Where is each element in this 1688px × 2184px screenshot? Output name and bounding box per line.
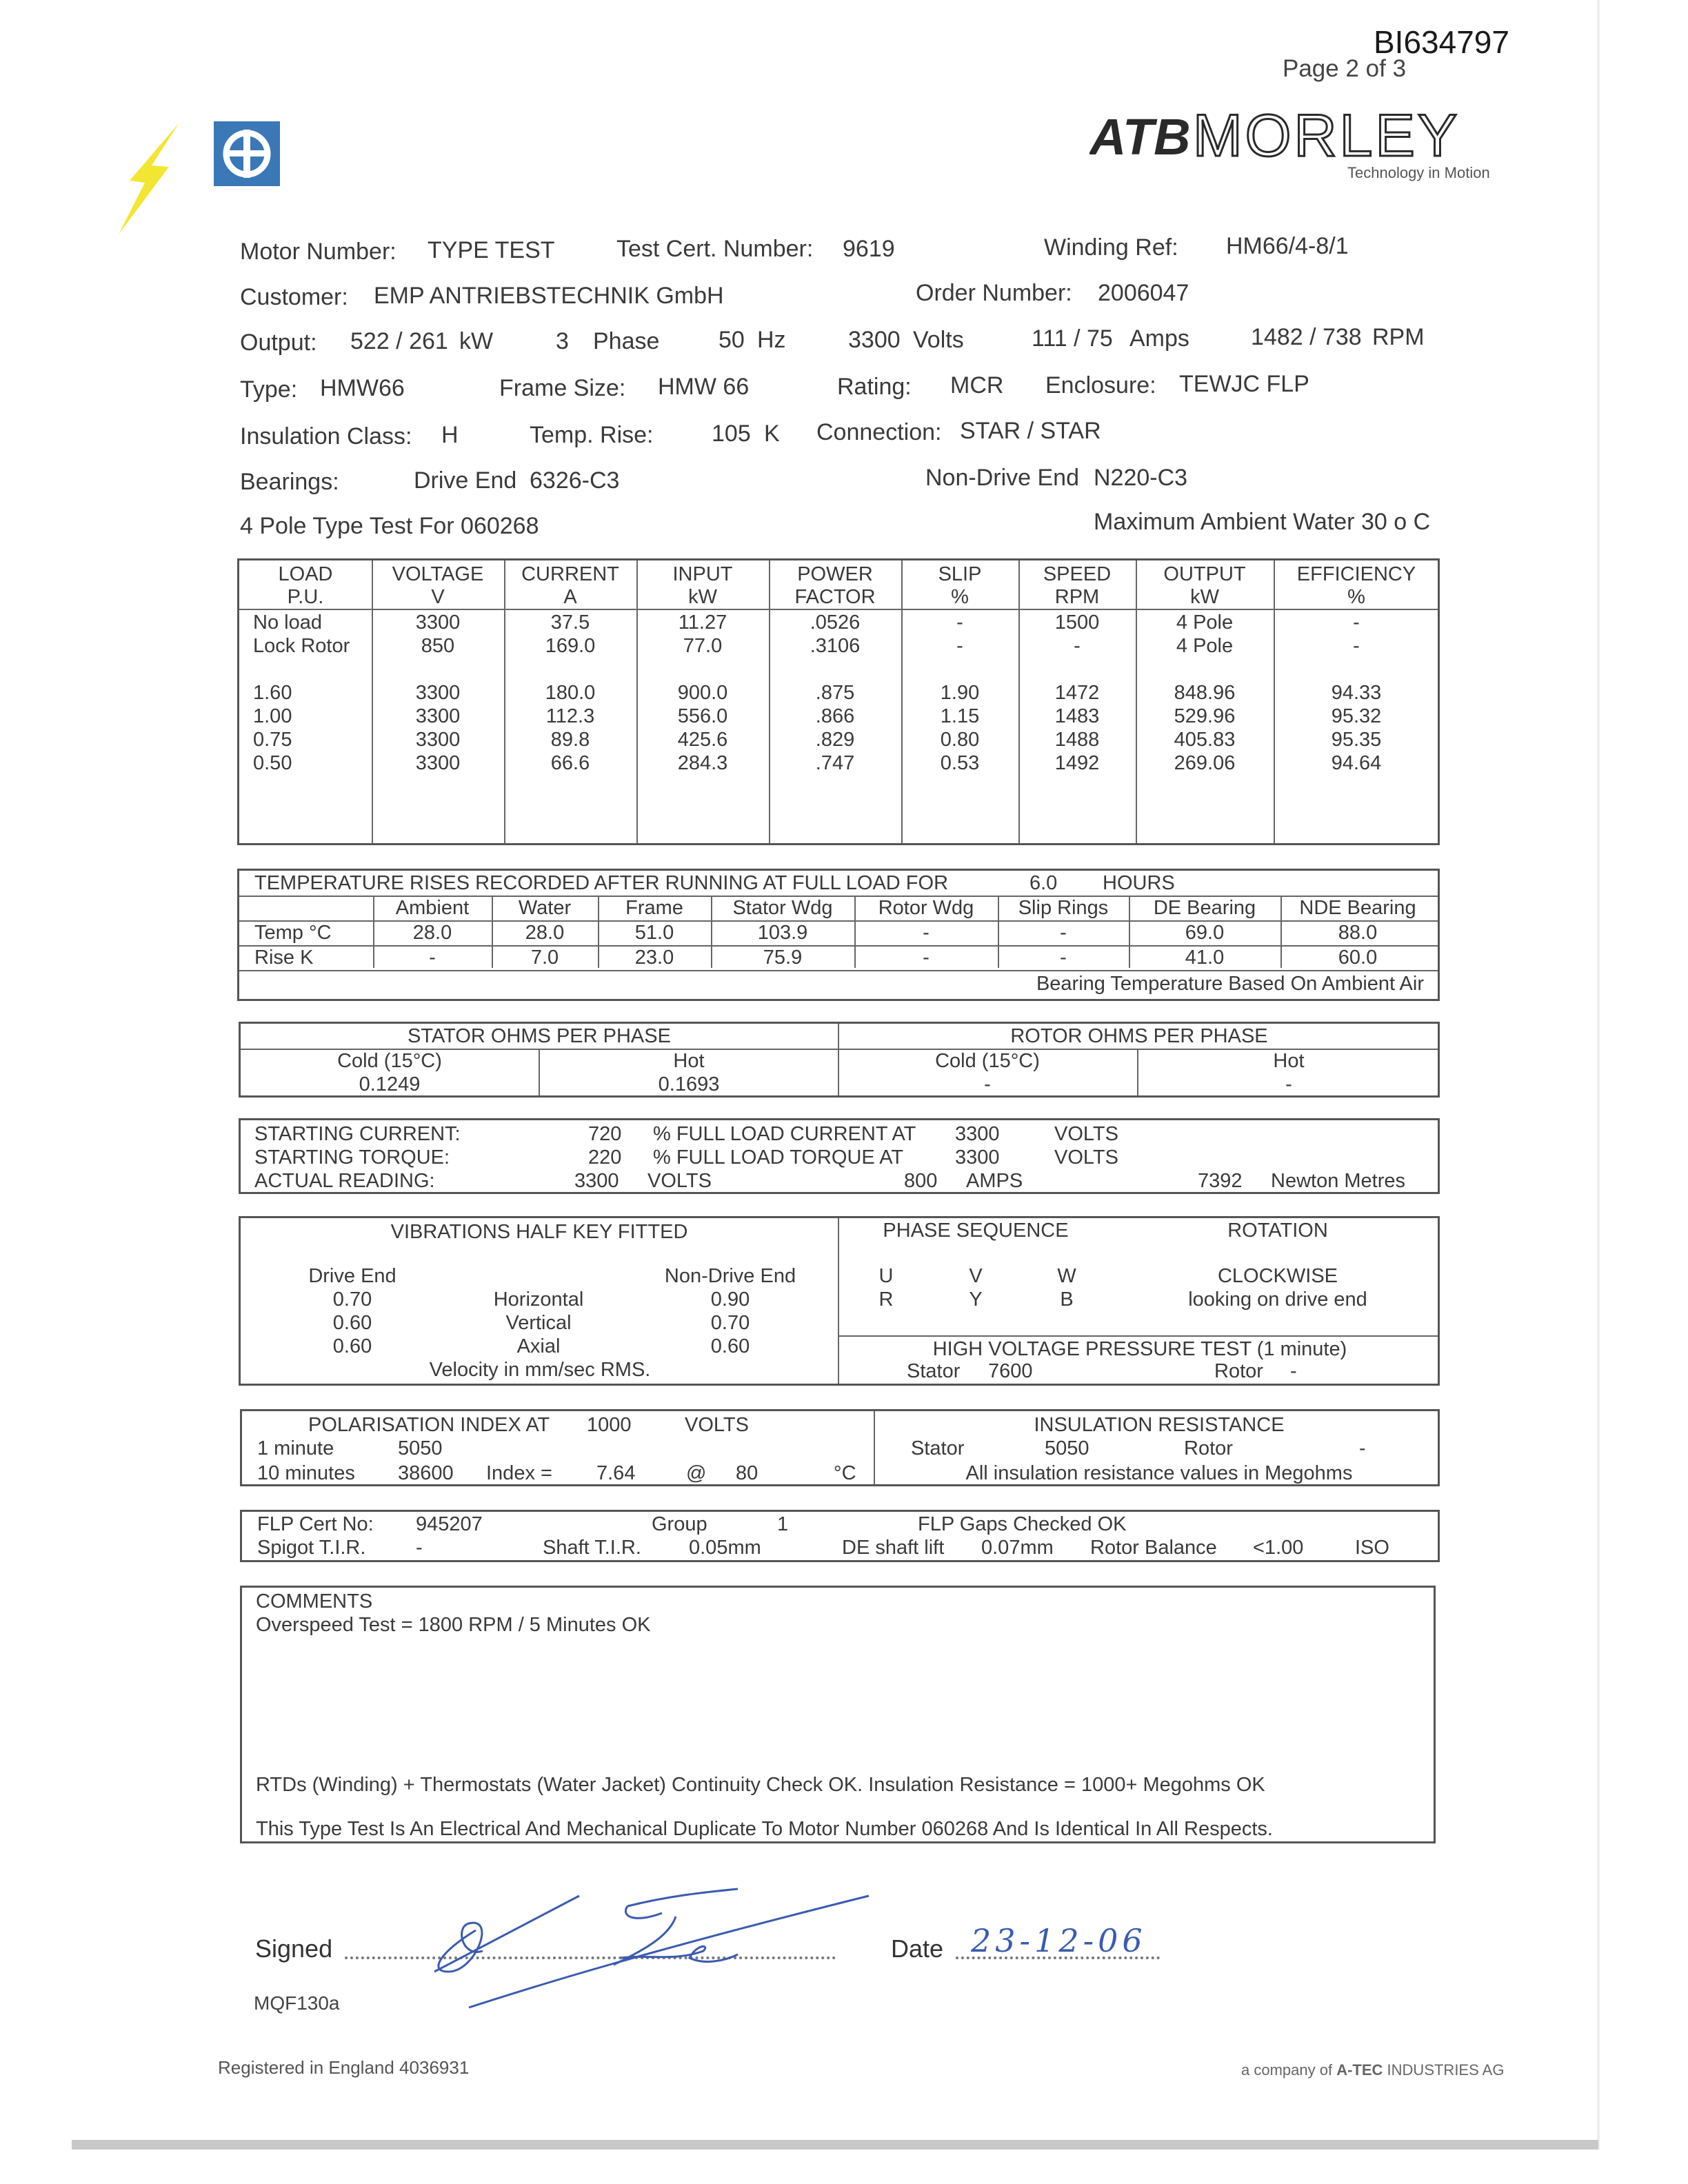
table-cell: 51.0 — [634, 922, 674, 944]
starting-torque-value: 220 — [588, 1146, 622, 1169]
insulation-resistance-title: INSULATION RESISTANCE — [1034, 1414, 1285, 1436]
table-cell: .866 — [815, 705, 855, 727]
starting-torque-text: % FULL LOAD TORQUE AT — [653, 1146, 904, 1169]
page-indicator: Page 2 of 3 — [1283, 55, 1407, 82]
comments-box — [240, 1586, 1436, 1843]
table-cell: 0.80 — [940, 729, 980, 751]
header-slip: SLIP % — [938, 563, 982, 608]
header-load: LOAD P.U. — [278, 563, 333, 608]
phase-letter: R — [878, 1288, 894, 1311]
de-shaft-lift-label: DE shaft lift — [842, 1537, 945, 1559]
vibration-nde-value: 0.70 — [710, 1312, 750, 1334]
order-number-label: Order Number: — [916, 280, 1072, 306]
col-header: Frame — [625, 897, 683, 919]
pole-note: 4 Pole Type Test For 060268 — [240, 513, 539, 539]
table-cell: 66.6 — [550, 752, 590, 774]
table-cell: 1.15 — [940, 705, 980, 727]
company-note — [1241, 2061, 1504, 2079]
col-divider — [838, 1218, 839, 1384]
table-cell: 4 Pole — [1176, 635, 1234, 657]
temperature-hours: 6.0 — [1029, 872, 1058, 894]
col-divider — [373, 896, 374, 968]
flp-box — [240, 1510, 1440, 1562]
spigot-label: Spigot T.I.R. — [257, 1537, 366, 1559]
frame-size-label: Frame Size: — [499, 375, 626, 401]
starting-current-text: % FULL LOAD CURRENT AT — [653, 1123, 916, 1145]
header-current: CURRENT A — [521, 563, 619, 608]
paper-edge — [1597, 0, 1600, 2150]
load-table-header-rule — [239, 609, 1438, 610]
table-cell: 284.3 — [677, 752, 728, 774]
company-suffix: INDUSTRIES AG — [1387, 2061, 1505, 2079]
output-kw-unit: kW — [459, 328, 494, 354]
col-divider — [854, 896, 856, 968]
temp-rise-label: Temp. Rise: — [530, 422, 654, 448]
lightning-icon — [110, 117, 186, 241]
table-cell: - — [956, 635, 963, 657]
ohms-table — [239, 1022, 1440, 1098]
table-cell: - — [956, 611, 963, 634]
temp-rise-unit: K — [764, 421, 780, 447]
col-header: DE Bearing — [1153, 897, 1256, 919]
col-divider — [838, 1024, 839, 1095]
table-cell: 3300 — [415, 611, 461, 634]
col-divider — [769, 560, 770, 843]
table-cell: 900.0 — [677, 682, 728, 704]
actual-volts: 3300 — [574, 1170, 619, 1192]
vibration-title: VIBRATIONS HALF KEY FITTED — [390, 1221, 688, 1243]
starting-current-volts: 3300 — [955, 1123, 1000, 1145]
spigot-value: - — [416, 1537, 423, 1559]
phase-letter: V — [969, 1265, 983, 1287]
ir-rotor-label: Rotor — [1184, 1437, 1233, 1459]
paper-bottom-shadow — [72, 2140, 1598, 2150]
hv-stator-value: 7600 — [988, 1360, 1033, 1382]
insulation-value: H — [441, 422, 459, 448]
table-cell: 556.0 — [677, 705, 728, 727]
company-brand: A-TEC — [1336, 2061, 1383, 2079]
drive-end-label: Drive End — [414, 467, 517, 494]
hz-value: 50 — [719, 327, 745, 353]
starting-box — [239, 1118, 1440, 1194]
table-cell: - — [1074, 635, 1081, 657]
amps-value: 111 / 75 — [1032, 325, 1113, 352]
index-label: Index = — [486, 1462, 552, 1484]
rating-value: MCR — [950, 372, 1004, 398]
table-cell: 112.3 — [545, 705, 595, 727]
table-cell: - — [1353, 635, 1360, 657]
rating-label: Rating: — [837, 374, 912, 400]
table-cell: 1488 — [1054, 729, 1100, 751]
date-value: 23-12-06 — [971, 1922, 1147, 1959]
table-cell: 95.32 — [1331, 705, 1382, 727]
rotor-ohms-title: ROTOR OHMS PER PHASE — [1010, 1025, 1268, 1047]
hv-test-title: HIGH VOLTAGE PRESSURE TEST (1 minute) — [932, 1338, 1347, 1360]
table-cell: 77.0 — [683, 635, 723, 657]
vibration-de-value: 0.70 — [332, 1288, 372, 1311]
header-voltage: VOLTAGE V — [392, 563, 484, 608]
table-cell: .829 — [815, 729, 855, 751]
vibration-axis: Axial — [516, 1335, 561, 1357]
row-rule — [838, 1335, 1438, 1337]
volts-label: VOLTS — [1054, 1146, 1118, 1169]
amps-label: AMPS — [966, 1170, 1023, 1192]
header-power-factor: POWER FACTOR — [794, 563, 876, 608]
table-cell: 3300 — [415, 729, 461, 751]
drive-end-heading: Drive End — [308, 1265, 396, 1287]
table-cell: - — [1353, 611, 1360, 634]
phase-letter: U — [878, 1265, 894, 1287]
svg-text:ATB: ATB — [1089, 108, 1191, 165]
one-minute-label: 1 minute — [257, 1437, 334, 1459]
test-cert-value: 9619 — [843, 236, 895, 262]
table-cell: - — [923, 922, 930, 944]
vibration-de-value: 0.60 — [332, 1335, 372, 1357]
table-cell: 37.5 — [550, 611, 590, 634]
table-cell: 1500 — [1054, 611, 1100, 634]
comment-line: RTDs (Winding) + Thermostats (Water Jacket) Continuity Check OK. Insulation Resistance = 1000+ Megohms OK — [256, 1774, 1265, 1796]
table-cell: 89.8 — [550, 729, 590, 751]
rotor-cold-value: - — [984, 1073, 991, 1095]
enclosure-label: Enclosure: — [1045, 372, 1156, 398]
table-cell: 7.0 — [530, 947, 559, 969]
table-cell: 0.50 — [253, 752, 292, 774]
col-divider — [1136, 560, 1137, 843]
comment-line: Overspeed Test = 1800 RPM / 5 Minutes OK — [256, 1614, 651, 1636]
iso-label: ISO — [1355, 1537, 1389, 1559]
table-cell: 94.64 — [1331, 752, 1382, 774]
table-cell: 529.96 — [1174, 705, 1236, 727]
rotor-cold-label: Cold (15°C) — [935, 1050, 1040, 1072]
table-cell: 28.0 — [412, 922, 452, 944]
brand-tagline: Technology in Motion — [1347, 164, 1490, 181]
header-speed: SPEED RPM — [1043, 563, 1112, 608]
rotation-direction: CLOCKWISE — [1217, 1265, 1338, 1287]
flp-cert-label: FLP Cert No: — [257, 1513, 374, 1535]
vibration-nde-value: 0.60 — [710, 1335, 750, 1357]
col-divider — [1274, 560, 1275, 843]
table-cell: 848.96 — [1174, 682, 1236, 704]
ir-note: All insulation resistance values in Megohms — [965, 1462, 1353, 1484]
connection-value: STAR / STAR — [960, 418, 1101, 444]
signed-label: Signed — [255, 1934, 333, 1963]
group-value: 1 — [777, 1513, 789, 1535]
table-cell: .875 — [815, 682, 855, 704]
table-cell: 95.35 — [1331, 729, 1382, 751]
brand-logo — [1089, 105, 1496, 170]
hv-rotor-value: - — [1290, 1360, 1297, 1382]
shaft-tir-label: Shaft T.I.R. — [543, 1537, 641, 1559]
table-cell: .0526 — [810, 611, 861, 634]
stator-cold-label: Cold (15°C) — [337, 1050, 442, 1072]
actual-reading-label: ACTUAL READING: — [254, 1170, 435, 1192]
document-id: BI634797 — [1374, 24, 1509, 60]
stator-hot-value: 0.1693 — [658, 1073, 720, 1095]
type-value: HMW66 — [320, 375, 405, 401]
winding-ref-label: Winding Ref: — [1044, 234, 1178, 261]
rpm-unit: RPM — [1372, 324, 1425, 350]
degree-label: °C — [834, 1462, 856, 1484]
phase-value: 3 — [556, 328, 569, 354]
date-label: Date — [891, 1934, 944, 1963]
col-divider — [874, 1411, 875, 1484]
hv-stator-label: Stator — [907, 1360, 961, 1382]
ten-minutes-label: 10 minutes — [257, 1462, 355, 1484]
table-cell: 3300 — [415, 705, 461, 727]
customer-label: Customer: — [240, 284, 348, 310]
frame-size-value: HMW 66 — [658, 374, 750, 400]
col-header: Water — [518, 897, 572, 919]
rotor-balance-label: Rotor Balance — [1090, 1537, 1217, 1559]
motor-number-value: TYPE TEST — [428, 237, 555, 263]
actual-volts-label: VOLTS — [647, 1170, 712, 1192]
temp-row-label: Temp °C — [254, 922, 332, 944]
polarisation-volts-label: VOLTS — [685, 1414, 749, 1436]
vibration-box — [239, 1216, 1440, 1386]
starting-current-value: 720 — [588, 1123, 622, 1145]
col-divider — [998, 896, 999, 968]
temperature-table — [237, 869, 1440, 1001]
customer-value: EMP ANTRIEBSTECHNIK GmbH — [374, 283, 724, 309]
ir-stator-value: 5050 — [1045, 1437, 1089, 1459]
test-cert-label: Test Cert. Number: — [616, 236, 814, 262]
polarisation-volts: 1000 — [587, 1414, 632, 1436]
volts-value: 3300 — [848, 327, 901, 353]
vibration-axis: Vertical — [505, 1312, 572, 1334]
form-code: MQF130a — [254, 1992, 340, 2014]
table-cell: - — [923, 947, 930, 969]
comment-line: This Type Test Is An Electrical And Mechanical Duplicate To Motor Number 060268 And Is Identical In All Respects. — [256, 1818, 1273, 1840]
col-divider — [598, 896, 599, 968]
drive-end-value: 6326-C3 — [530, 467, 620, 494]
col-divider — [1018, 560, 1020, 843]
newton-metres-label: Newton Metres — [1271, 1170, 1406, 1192]
table-cell: 69.0 — [1185, 922, 1225, 944]
actual-amps: 800 — [904, 1170, 938, 1192]
insulation-label: Insulation Class: — [240, 423, 412, 449]
table-cell: 3300 — [415, 682, 461, 704]
rotor-hot-value: - — [1285, 1073, 1292, 1095]
ir-stator-label: Stator — [911, 1437, 965, 1459]
ten-minutes-value: 38600 — [398, 1462, 454, 1484]
rise-row-label: Rise K — [254, 947, 314, 969]
phase-letter: B — [1060, 1288, 1074, 1311]
load-table — [237, 558, 1440, 845]
phase-letter: W — [1057, 1265, 1076, 1287]
table-cell: No load — [253, 611, 322, 634]
vibration-nde-value: 0.90 — [710, 1288, 750, 1311]
group-label: Group — [652, 1513, 707, 1535]
table-cell: 41.0 — [1185, 947, 1225, 969]
stator-hot-label: Hot — [673, 1050, 705, 1072]
ambient-note: Maximum Ambient Water 30 o C — [1094, 509, 1431, 535]
company-prefix: a company of — [1241, 2061, 1333, 2079]
col-divider — [636, 560, 638, 843]
table-cell: 11.27 — [678, 611, 727, 634]
table-cell: 850 — [421, 635, 455, 657]
polarisation-title: POLARISATION INDEX AT — [308, 1414, 550, 1436]
col-divider — [504, 560, 505, 843]
col-divider — [372, 560, 373, 843]
hv-rotor-label: Rotor — [1214, 1360, 1263, 1382]
company-seal-icon — [214, 121, 280, 186]
col-divider — [1129, 896, 1130, 968]
phase-unit: Phase — [593, 328, 660, 354]
temp-rise-value: 105 — [712, 421, 751, 447]
table-cell: 405.83 — [1174, 729, 1236, 751]
table-cell: 269.06 — [1174, 752, 1236, 774]
col-divider — [1280, 896, 1282, 968]
temperature-hours-label: HOURS — [1103, 872, 1175, 894]
table-cell: 1492 — [1054, 752, 1100, 774]
col-header: NDE Bearing — [1299, 897, 1416, 919]
col-divider — [492, 896, 493, 968]
volts-unit: Volts — [913, 327, 964, 353]
col-divider — [711, 896, 712, 968]
table-cell: 94.33 — [1331, 682, 1382, 704]
table-cell: 4 Pole — [1176, 611, 1234, 634]
flp-cert-value: 945207 — [416, 1513, 483, 1535]
phase-letter: Y — [969, 1288, 983, 1311]
col-header: Rotor Wdg — [878, 897, 974, 919]
rotation-reference: looking on drive end — [1188, 1288, 1367, 1311]
table-cell: 28.0 — [525, 922, 565, 944]
col-header: Stator Wdg — [732, 897, 833, 919]
col-divider — [1137, 1049, 1138, 1095]
comments-title: COMMENTS — [256, 1590, 373, 1612]
vibration-axis: Horizontal — [493, 1288, 584, 1311]
table-cell: .747 — [815, 752, 855, 774]
table-cell: 1.60 — [253, 682, 292, 704]
brand-wordmark — [1089, 105, 1496, 167]
temperature-title: TEMPERATURE RISES RECORDED AFTER RUNNING AT FULL LOAD FOR — [254, 872, 949, 894]
vibration-de-value: 0.60 — [332, 1312, 372, 1334]
table-cell: - — [429, 947, 436, 969]
table-cell: Lock Rotor — [253, 635, 350, 657]
table-cell: 0.53 — [940, 752, 980, 774]
table-cell: 88.0 — [1338, 922, 1378, 944]
starting-current-label: STARTING CURRENT: — [254, 1123, 461, 1145]
enclosure-value: TEWJC FLP — [1179, 371, 1309, 397]
winding-ref-value: HM66/4-8/1 — [1226, 233, 1349, 259]
stator-ohms-title: STATOR OHMS PER PHASE — [408, 1025, 671, 1047]
at-temperature: 80 — [736, 1462, 758, 1484]
registration-note: Registered in England 4036931 — [218, 2057, 470, 2078]
table-cell: 60.0 — [1338, 947, 1378, 969]
bearing-note: Bearing Temperature Based On Ambient Air — [1036, 973, 1424, 995]
table-cell: 75.9 — [763, 947, 803, 969]
motor-number-label: Motor Number: — [240, 239, 396, 265]
amps-unit: Amps — [1129, 325, 1189, 352]
table-cell: 0.75 — [253, 729, 292, 751]
row-rule — [239, 970, 1438, 971]
volts-label: VOLTS — [1054, 1123, 1118, 1145]
non-drive-end-heading: Non-Drive End — [664, 1265, 796, 1287]
table-cell: 425.6 — [677, 729, 728, 751]
starting-torque-volts: 3300 — [955, 1146, 1000, 1169]
table-cell: 3300 — [415, 752, 461, 774]
table-cell: 23.0 — [634, 947, 674, 969]
output-kw-value: 522 / 261 — [350, 328, 448, 354]
phase-sequence-title: PHASE SEQUENCE — [883, 1220, 1069, 1242]
index-value: 7.64 — [596, 1462, 636, 1484]
starting-torque-label: STARTING TORQUE: — [254, 1146, 450, 1169]
header-input: INPUT kW — [672, 563, 733, 608]
svg-text:MORLEY: MORLEY — [1193, 105, 1460, 167]
header-efficiency: EFFICIENCY % — [1296, 563, 1416, 608]
polarisation-box — [240, 1409, 1440, 1486]
ir-rotor-value: - — [1359, 1437, 1366, 1459]
col-divider — [901, 560, 903, 843]
actual-newton-metres: 7392 — [1198, 1170, 1243, 1192]
bearings-label: Bearings: — [240, 469, 339, 495]
non-drive-end-label: Non-Drive End — [925, 465, 1079, 491]
col-header: Slip Rings — [1018, 897, 1109, 919]
non-drive-end-value: N220-C3 — [1094, 465, 1188, 491]
flp-gaps-note: FLP Gaps Checked OK — [918, 1513, 1127, 1535]
table-cell: 169.0 — [545, 635, 596, 657]
rotation-title: ROTATION — [1227, 1220, 1328, 1242]
one-minute-value: 5050 — [398, 1437, 443, 1459]
header-output: OUTPUT kW — [1163, 563, 1246, 608]
table-cell: 1.90 — [940, 682, 980, 704]
rpm-value: 1482 / 738 — [1251, 324, 1362, 350]
rotor-balance-value: <1.00 — [1253, 1537, 1304, 1559]
output-label: Output: — [240, 330, 317, 356]
table-cell: 1.00 — [253, 705, 292, 727]
de-shaft-lift-value: 0.07mm — [981, 1537, 1054, 1559]
hz-unit: Hz — [757, 327, 786, 353]
table-cell: 180.0 — [545, 682, 596, 704]
table-cell: 103.9 — [757, 922, 808, 944]
table-cell: - — [1060, 922, 1067, 944]
col-header: Ambient — [395, 897, 470, 919]
order-number-value: 2006047 — [1098, 280, 1189, 306]
type-label: Type: — [240, 376, 298, 403]
table-cell: .3106 — [810, 635, 861, 657]
stator-cold-value: 0.1249 — [359, 1073, 421, 1095]
vibration-units: Velocity in mm/sec RMS. — [429, 1359, 651, 1381]
table-cell: 1483 — [1054, 705, 1100, 727]
table-cell: - — [1060, 947, 1067, 969]
shaft-tir-value: 0.05mm — [689, 1537, 761, 1559]
table-cell: 1472 — [1054, 682, 1100, 704]
signature-image — [414, 1875, 883, 2013]
col-divider — [539, 1049, 540, 1095]
at-label: @ — [686, 1462, 707, 1484]
rotor-hot-label: Hot — [1273, 1050, 1305, 1072]
connection-label: Connection: — [816, 419, 942, 445]
row-rule — [239, 945, 1438, 947]
